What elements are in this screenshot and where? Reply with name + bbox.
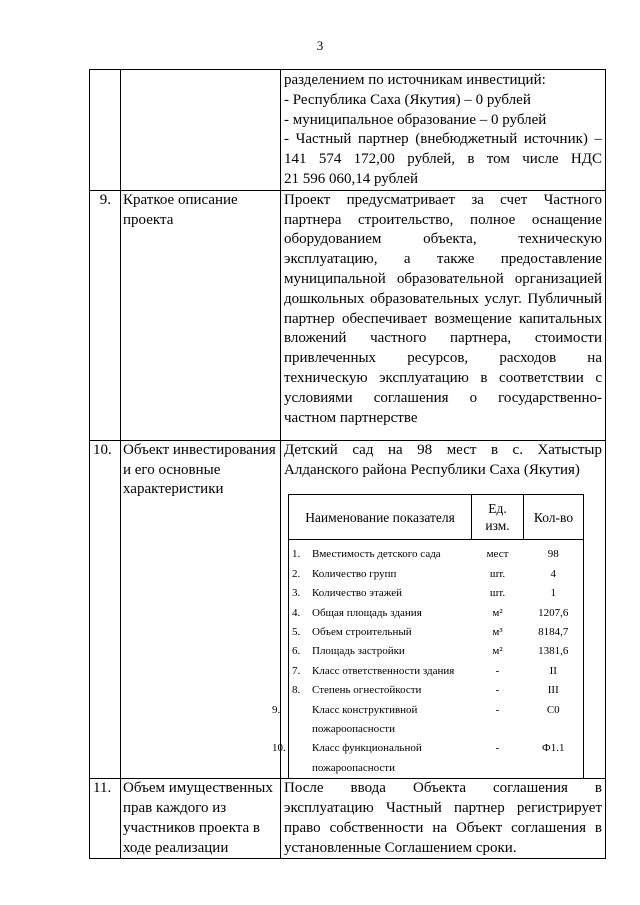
indicator-unit: - bbox=[495, 684, 500, 697]
text-line: 141 574 172,00 рублей, в том числе НДС bbox=[284, 151, 602, 168]
text-line: - Частный партнер (внебюджетный источник) – bbox=[284, 131, 602, 148]
indicator-name: Степень огнестойкости bbox=[312, 684, 422, 697]
indicator-value: III bbox=[524, 681, 584, 700]
table-row-investment-object bbox=[90, 440, 606, 778]
indicator-name: Класс конструктивной пожароопасности bbox=[312, 703, 418, 736]
text-line: 21 596 060,14 рублей bbox=[284, 170, 419, 187]
text-line: - Республика Саха (Якутия) – 0 рублей bbox=[284, 91, 531, 108]
table-row: 9. Класс конструктивной пожароопасности - С0 bbox=[289, 701, 584, 740]
indicator-unit: м² bbox=[492, 645, 503, 658]
indicator-unit: - bbox=[495, 742, 500, 755]
table-row-financing-continued bbox=[90, 70, 606, 191]
table-row: 10. Класс функциональной пожароопасности - Ф1.1 bbox=[289, 739, 584, 778]
row-title: Объект инвестирования и его основные характеристики bbox=[121, 440, 281, 778]
indicator-name: Количество этажей bbox=[312, 587, 403, 600]
indicator-value: 98 bbox=[524, 540, 584, 565]
indicator-name: Класс функциональной пожароопасности bbox=[312, 742, 422, 774]
indicator-value: Ф1.1 bbox=[524, 739, 584, 778]
row-description: После ввода Объекта соглашения в эксплуатацию Частный партнер регистрирует право собственности на Объект соглашения в установленные Соглашением сроки. bbox=[281, 779, 606, 859]
indicator-name: Вместимость детского сада bbox=[312, 548, 441, 561]
project-passport-table bbox=[89, 69, 606, 859]
indicator-unit: шт. bbox=[489, 587, 506, 600]
table-row-project-description bbox=[90, 190, 606, 440]
header-quantity: Кол-во bbox=[524, 495, 584, 540]
indicator-value: 8184,7 bbox=[524, 623, 584, 642]
row-number: 9. bbox=[90, 190, 121, 440]
row-number bbox=[90, 70, 121, 191]
indicators-table bbox=[272, 494, 584, 778]
row-description bbox=[272, 440, 606, 778]
row-number: 10. bbox=[90, 440, 121, 778]
indicator-value: 4 bbox=[524, 565, 584, 584]
table-row: 4. Общая площадь здания м² 1207,6 bbox=[289, 604, 584, 623]
table-row: 3. Количество этажей шт. 1 bbox=[289, 584, 584, 603]
indicators-header-row bbox=[289, 495, 584, 540]
indicator-unit: м³ bbox=[492, 626, 503, 638]
table-row: 7. Класс ответственности здания - II bbox=[289, 662, 584, 681]
indicator-unit: - bbox=[495, 703, 500, 716]
table-row: 8. Степень огнестойкости - III bbox=[289, 681, 584, 700]
indicator-name: Количество групп bbox=[312, 567, 397, 580]
table-row: 2. Количество групп шт. 4 bbox=[289, 565, 584, 584]
indicator-unit: мест bbox=[486, 548, 509, 561]
indicator-value: II bbox=[524, 662, 584, 681]
row-description: Проект предусматривает за счет Частного партнера строительство, полное оснащение оборудованием объекта, техническую эксплуатацию, а также предоставление муниципальной образовательной организацией дошкольных образовательных услуг. Публичный партнер обеспечивает возмещение капитальных вложений частного партнера, стоимости привлеченных ресурсов, расходов на техническую эксплуатацию в соответствии с условиями соглашения о государственно-частном партнерстве bbox=[281, 190, 606, 440]
row-title: Краткое описание проекта bbox=[121, 190, 281, 440]
indicator-name: Общая площадь здания bbox=[312, 606, 422, 619]
indicator-unit: м² bbox=[492, 606, 503, 619]
table-row: 1. Вместимость детского сада мест 98 bbox=[289, 540, 584, 565]
header-unit: Ед. изм. bbox=[472, 495, 524, 540]
indicator-unit: шт. bbox=[489, 567, 506, 580]
object-summary: Детский сад на 98 мест в с. Хатыстыр Алданского района Республики Саха (Якутия) bbox=[284, 441, 602, 478]
indicator-name: Объем строительный bbox=[312, 626, 412, 638]
indicator-value: 1 bbox=[524, 584, 584, 603]
table-row: 6. Площадь застройки м² 1381,6 bbox=[289, 642, 584, 661]
indicator-name: Класс ответственности здания bbox=[312, 664, 455, 677]
row-description bbox=[281, 70, 606, 191]
table-row-property-rights bbox=[90, 779, 606, 859]
row-title bbox=[121, 70, 281, 191]
indicator-value: 1381,6 bbox=[524, 642, 584, 661]
row-number: 11. bbox=[90, 779, 121, 859]
table-row: 5. Объем строительный м³ 8184,7 bbox=[289, 623, 584, 642]
row-title: Объем имущественных прав каждого из участников проекта в ходе реализации bbox=[121, 779, 281, 859]
page-number: 3 bbox=[316, 38, 324, 53]
indicator-name: Площадь застройки bbox=[312, 645, 405, 658]
indicator-unit: - bbox=[495, 664, 500, 677]
text-line: - муниципальное образование – 0 рублей bbox=[284, 111, 547, 128]
text-line: разделением по источникам инвестиций: bbox=[284, 72, 546, 88]
header-indicator-name: Наименование показателя bbox=[289, 495, 472, 540]
indicator-value: С0 bbox=[524, 701, 584, 740]
indicator-value: 1207,6 bbox=[524, 604, 584, 623]
